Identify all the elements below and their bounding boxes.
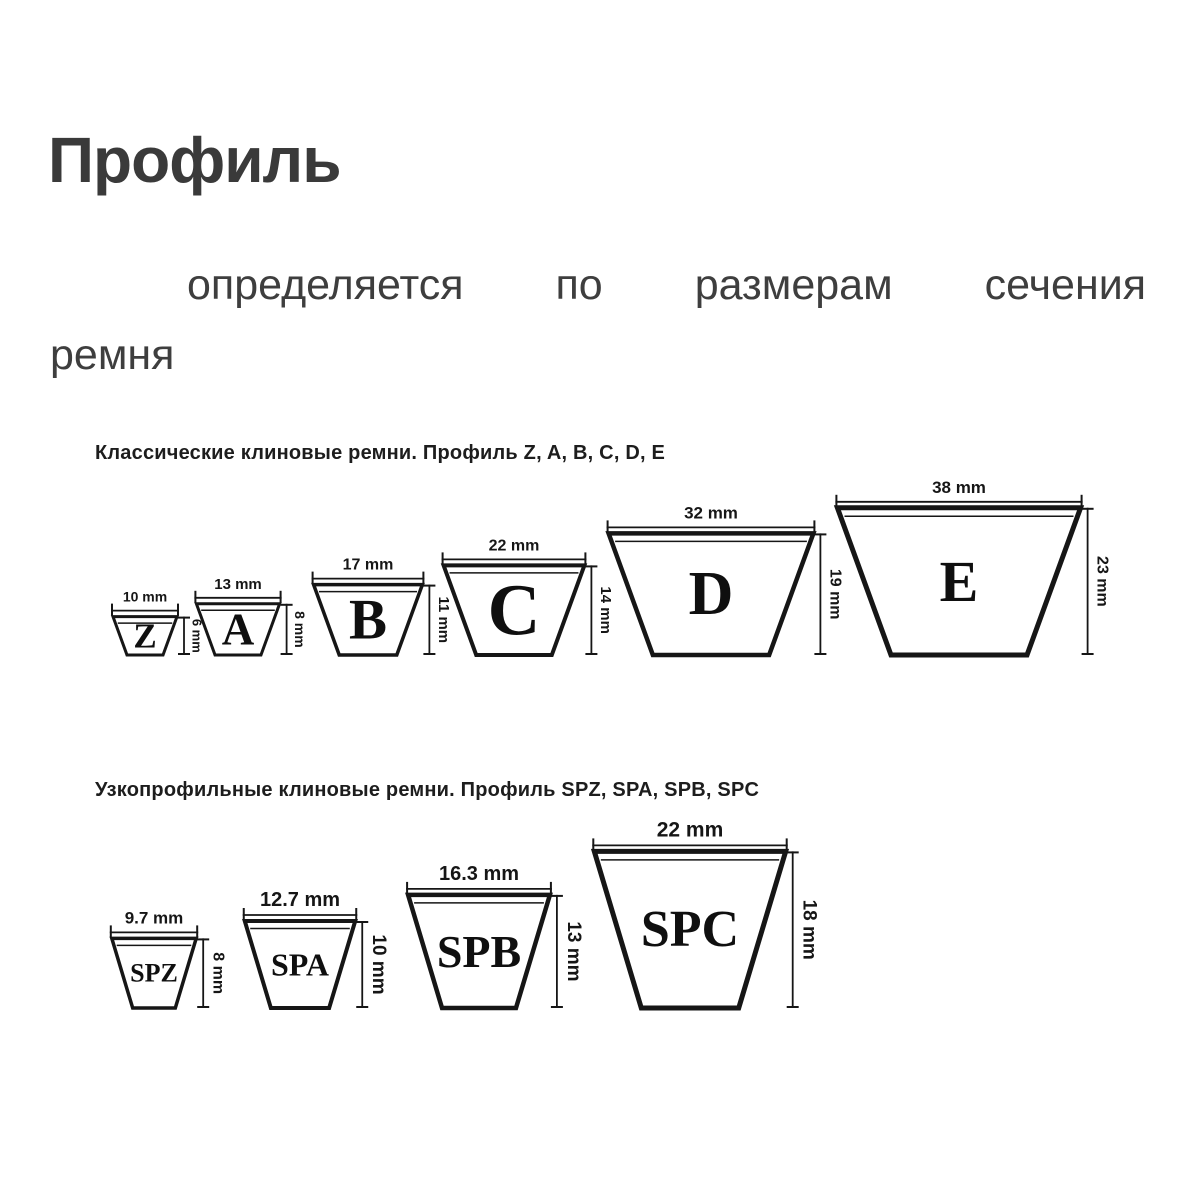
belt-height-label: 11 mm — [434, 596, 452, 644]
belt-profile-letter: E — [939, 548, 979, 614]
belt-top-width-label: 10 mm — [122, 588, 168, 605]
belt-D — [607, 503, 844, 655]
belt-top-width-label: 22 mm — [488, 537, 540, 555]
belt-height-label: 13 mm — [562, 921, 584, 982]
belt-top-width-label: 22 mm — [656, 818, 724, 842]
belt-profile-letter: D — [688, 560, 734, 629]
belt-profile-letter: A — [221, 604, 255, 655]
belt-A — [194, 576, 308, 655]
belt-top-width-label: 9.7 mm — [124, 908, 184, 928]
belt-top-width-label: 32 mm — [684, 503, 738, 523]
belt-B — [312, 557, 452, 655]
intro-paragraph — [50, 250, 1146, 390]
belt-height-label: 19 mm — [826, 568, 844, 620]
classic-belts-diagram — [0, 455, 1200, 690]
belt-SPA — [243, 889, 389, 1008]
belt-top-width-label: 16.3 mm — [438, 862, 520, 885]
belt-height-label: 8 mm — [209, 952, 227, 995]
belt-profile-letter: SPB — [436, 925, 522, 977]
belt-height-label: 10 mm — [368, 934, 390, 995]
belt-height-label: 23 mm — [1093, 556, 1111, 607]
belt-top-width-label: 13 mm — [214, 575, 262, 593]
belt-top-width-label: 17 mm — [342, 556, 394, 574]
belt-height-label: 8 mm — [292, 611, 308, 648]
belt-SPB — [406, 863, 584, 1008]
belt-profile-letter: C — [487, 569, 541, 651]
belt-SPC — [592, 818, 819, 1008]
belt-E — [835, 478, 1110, 655]
belt-profile-letter: SPZ — [130, 958, 178, 988]
belt-C — [442, 537, 614, 655]
belt-top-width-label: 12.7 mm — [259, 889, 341, 911]
narrow-belts-diagram-title: Узкопрофильные клиновые ремни. Профиль SPZ, SPA, SPB, SPC — [95, 779, 760, 801]
belt-SPZ — [110, 908, 226, 1008]
classic-belts-diagram-title: Классические клиновые ремни. Профиль Z, A, B, C, D, E — [95, 442, 666, 464]
belt-height-label: 6 mm — [189, 618, 205, 653]
belt-profile-letter: B — [348, 588, 388, 652]
intro-paragraph-line2: ремня — [50, 331, 175, 379]
belt-profile-letter: SPC — [640, 901, 740, 959]
belt-height-label: 14 mm — [596, 586, 614, 634]
page-title: Профиль — [48, 124, 341, 196]
belt-profile-letter: Z — [133, 616, 157, 656]
belt-top-width-label: 38 mm — [932, 477, 986, 497]
intro-paragraph-line1: определяется по размерам сечения — [187, 261, 1146, 309]
narrow-belts-diagram — [0, 800, 1200, 1030]
belt-height-label: 18 mm — [798, 899, 820, 960]
belt-profile-letter: SPA — [270, 946, 330, 983]
belt-Z — [111, 589, 204, 656]
